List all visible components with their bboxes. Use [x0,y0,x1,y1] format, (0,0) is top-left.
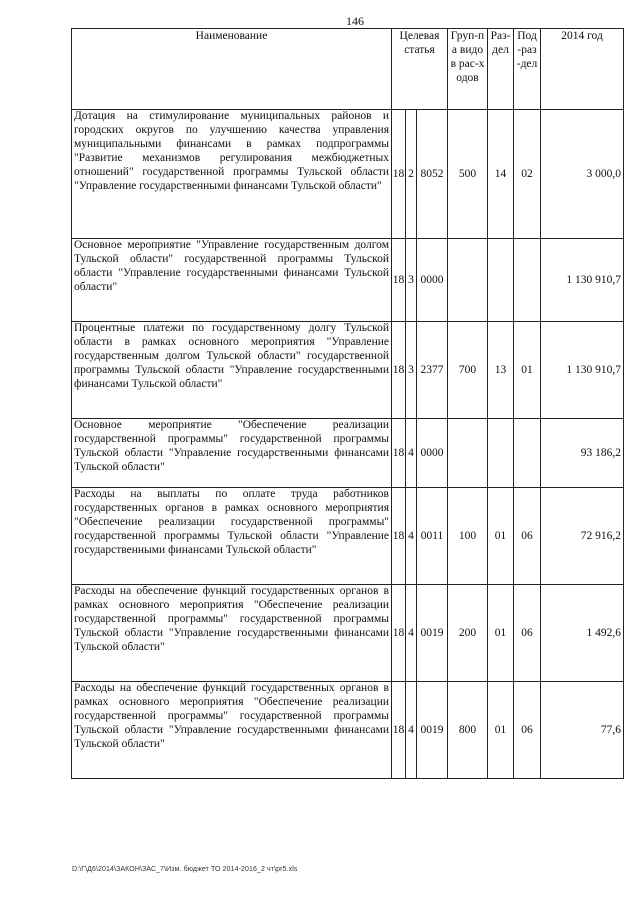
amount-2014: 72 916,2 [541,488,624,585]
code-part-2: 4 [406,419,417,488]
footer-file-path: D:\Г\Д6\2014\ЗАКОН\ЗАС_7\Изм. бюджет ТО 2014-2016_2 чт\pr5.xls [72,866,298,873]
code-part-1: 18 [392,488,406,585]
section [488,239,514,322]
table-row [72,110,624,239]
code-part-3: 0011 [417,488,448,585]
row-name: Расходы на выплаты по оплате труда работников государственных органов в рамках основного мероприятия "Обеспечение реализации государственной программы" государственной программы Тульской области "Управление государственными финансами Тульской области" [72,488,392,585]
table-row [72,488,624,585]
section: 01 [488,585,514,682]
code-part-1: 18 [392,110,406,239]
row-name: Основное мероприятие "Обеспечение реализации государственной программы" государственной программы Тульской области "Управление государственными финансами Тульской области" [72,419,392,488]
code-part-2: 4 [406,682,417,779]
row-name: Расходы на обеспечение функций государственных органов в рамках основного мероприятия "Обеспечение реализации государственной программы" государственной программы Тульской области "Управление государственными финансами Тульской области" [72,682,392,779]
code-part-1: 18 [392,322,406,419]
expense-group [448,419,488,488]
amount-2014: 77,6 [541,682,624,779]
code-part-2: 2 [406,110,417,239]
code-part-3: 0019 [417,585,448,682]
code-part-3: 8052 [417,110,448,239]
row-name: Дотация на стимулирование муниципальных районов и городских округов по улучшению качества управления муниципальными финансами в рамках подпрограммы "Развитие механизмов регулирования межбюджетных отношений" государственной программы Тульской области "Управление государственными финансами Тульской области" [72,110,392,239]
page-number: 146 [346,14,364,28]
table-row [72,419,624,488]
subsection: 06 [514,682,541,779]
header-name: Наименование [72,29,392,110]
row-name: Расходы на обеспечение функций государственных органов в рамках основного мероприятия "Обеспечение реализации государственной программы" государственной программы Тульской области "Управление государственными финансами Тульской области" [72,585,392,682]
section [488,419,514,488]
subsection [514,239,541,322]
code-part-3: 2377 [417,322,448,419]
expense-group: 200 [448,585,488,682]
subsection [514,419,541,488]
amount-2014: 3 000,0 [541,110,624,239]
subsection: 02 [514,110,541,239]
code-part-1: 18 [392,682,406,779]
code-part-2: 3 [406,322,417,419]
code-part-2: 4 [406,488,417,585]
header-section: Раз-дел [488,29,514,110]
table-row [72,322,624,419]
amount-2014: 1 130 910,7 [541,239,624,322]
amount-2014: 1 492,6 [541,585,624,682]
amount-2014: 1 130 910,7 [541,322,624,419]
code-part-1: 18 [392,419,406,488]
section: 01 [488,682,514,779]
row-name: Процентные платежи по государственному долгу Тульской области в рамках основного мероприятия "Управление государственным долгом Тульской области" государственной программы Тульской области "Управление государственными финансами Тульской области" [72,322,392,419]
code-part-2: 4 [406,585,417,682]
table-row [72,585,624,682]
header-subsection: Под-раз-дел [514,29,541,110]
expense-group: 800 [448,682,488,779]
expense-group: 700 [448,322,488,419]
code-part-1: 18 [392,585,406,682]
code-part-3: 0000 [417,239,448,322]
subsection: 06 [514,585,541,682]
table-header-row [72,29,624,110]
section: 01 [488,488,514,585]
row-name: Основное мероприятие "Управление государственным долгом Тульской области" государственной программы Тульской области "Управление государственными финансами Тульской области" [72,239,392,322]
section: 13 [488,322,514,419]
header-year: 2014 год [541,29,624,110]
header-target-article: Целевая статья [392,29,448,110]
budget-table [71,28,624,779]
code-part-3: 0000 [417,419,448,488]
table-row [72,682,624,779]
section: 14 [488,110,514,239]
expense-group [448,239,488,322]
subsection: 01 [514,322,541,419]
table-row [72,239,624,322]
subsection: 06 [514,488,541,585]
amount-2014: 93 186,2 [541,419,624,488]
code-part-2: 3 [406,239,417,322]
expense-group: 500 [448,110,488,239]
header-expense-group: Груп-па видов рас-ходов [448,29,488,110]
code-part-1: 18 [392,239,406,322]
expense-group: 100 [448,488,488,585]
code-part-3: 0019 [417,682,448,779]
